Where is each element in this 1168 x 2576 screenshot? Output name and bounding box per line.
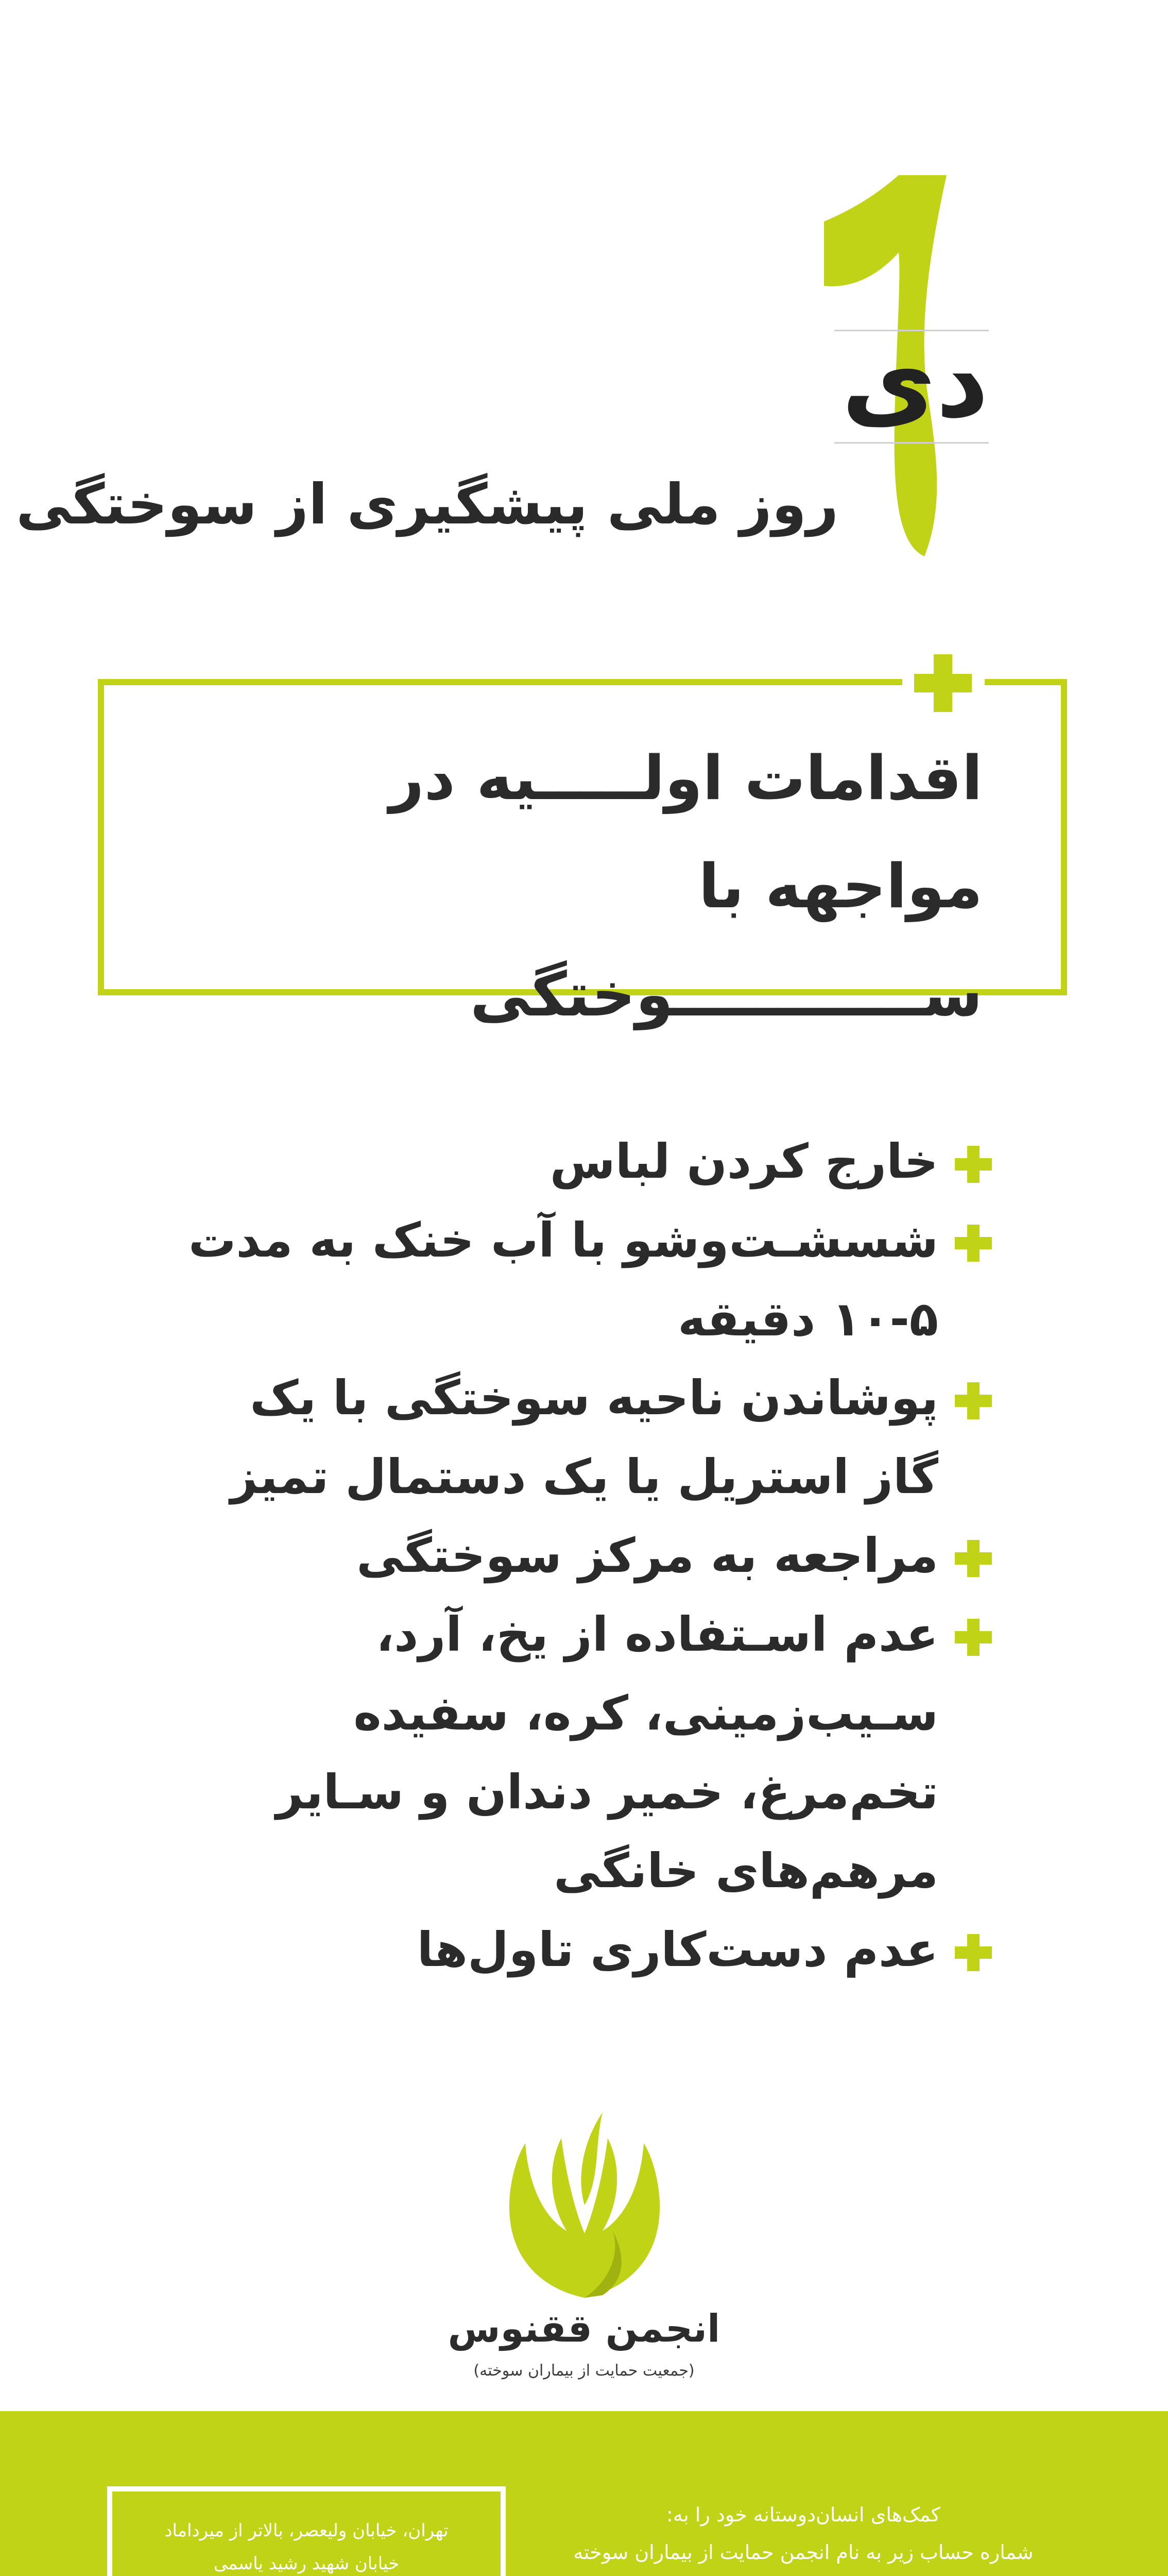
page-headline: روز ملی پیشگیری از سوختگی [16, 472, 838, 537]
donation-line [546, 2571, 1061, 2576]
list-item [170, 1359, 989, 1516]
donation-text [546, 2533, 1061, 2576]
donation-line: شماره حساب زیر به نام انجمن حمایت از بیماران سوخته [573, 2541, 1034, 2564]
plus-icon [955, 1540, 992, 1577]
phoenix-logo-icon [505, 2102, 664, 2298]
donation-info [546, 2496, 1061, 2576]
plus-icon [955, 1934, 992, 1971]
month-name: دی [841, 321, 989, 441]
plus-icon [955, 1382, 992, 1419]
list-item [170, 1595, 989, 1910]
address [128, 2514, 485, 2576]
contact-box [107, 2486, 506, 2576]
organization-tagline: (جمعیت حمایت از بیماران سوخته) [473, 2362, 695, 2380]
list-item-text: خارج کردن لباس [549, 1134, 938, 1189]
list-item-text: مراجعه به مرکز سوختگی [356, 1528, 938, 1583]
footer [0, 2411, 1168, 2576]
address-line: خیابان شهید رشید یاسمی [213, 2553, 400, 2574]
list-item-text: عدم اسـتفاده از یخ، آرد، سـیب‌زمینی، کره، سفیده تخم‌مرغ، خمیر دندان و سـایر مرهم‌های خانگی [276, 1607, 938, 1899]
plus-icon [955, 1619, 992, 1656]
first-aid-steps-list [170, 1122, 989, 1989]
list-item-text: شسشـت‌وشو با آب خنک به مدت ۵-۱۰ دقیقه [188, 1213, 938, 1347]
section-title-line-1: اقدامات اولـــــیه در مواجهه با [389, 742, 983, 922]
section-title [179, 724, 983, 1048]
organization-name: انجمن ققنوس [448, 2307, 720, 2351]
section-title-line-2: ســــــــــــوختگی [470, 959, 983, 1030]
plus-icon [955, 1146, 992, 1183]
list-item [170, 1516, 989, 1595]
list-item [170, 1201, 989, 1359]
address-line: تهران، خیابان ولیعصر، بالاتر از میرداماد [164, 2520, 449, 2541]
list-item [170, 1910, 989, 1989]
list-item-text: عدم دست‌کاری تاول‌ها [417, 1922, 938, 1977]
donation-heading: کمک‌های انسان‌دوستانه خود را به: [666, 2503, 941, 2526]
list-item-text: پوشاندن ناحیه سوختگی با یک گاز استریل یا یک دستمال تمیز [230, 1370, 938, 1504]
plus-icon [914, 654, 972, 712]
list-item [170, 1122, 989, 1201]
plus-icon [955, 1225, 992, 1262]
